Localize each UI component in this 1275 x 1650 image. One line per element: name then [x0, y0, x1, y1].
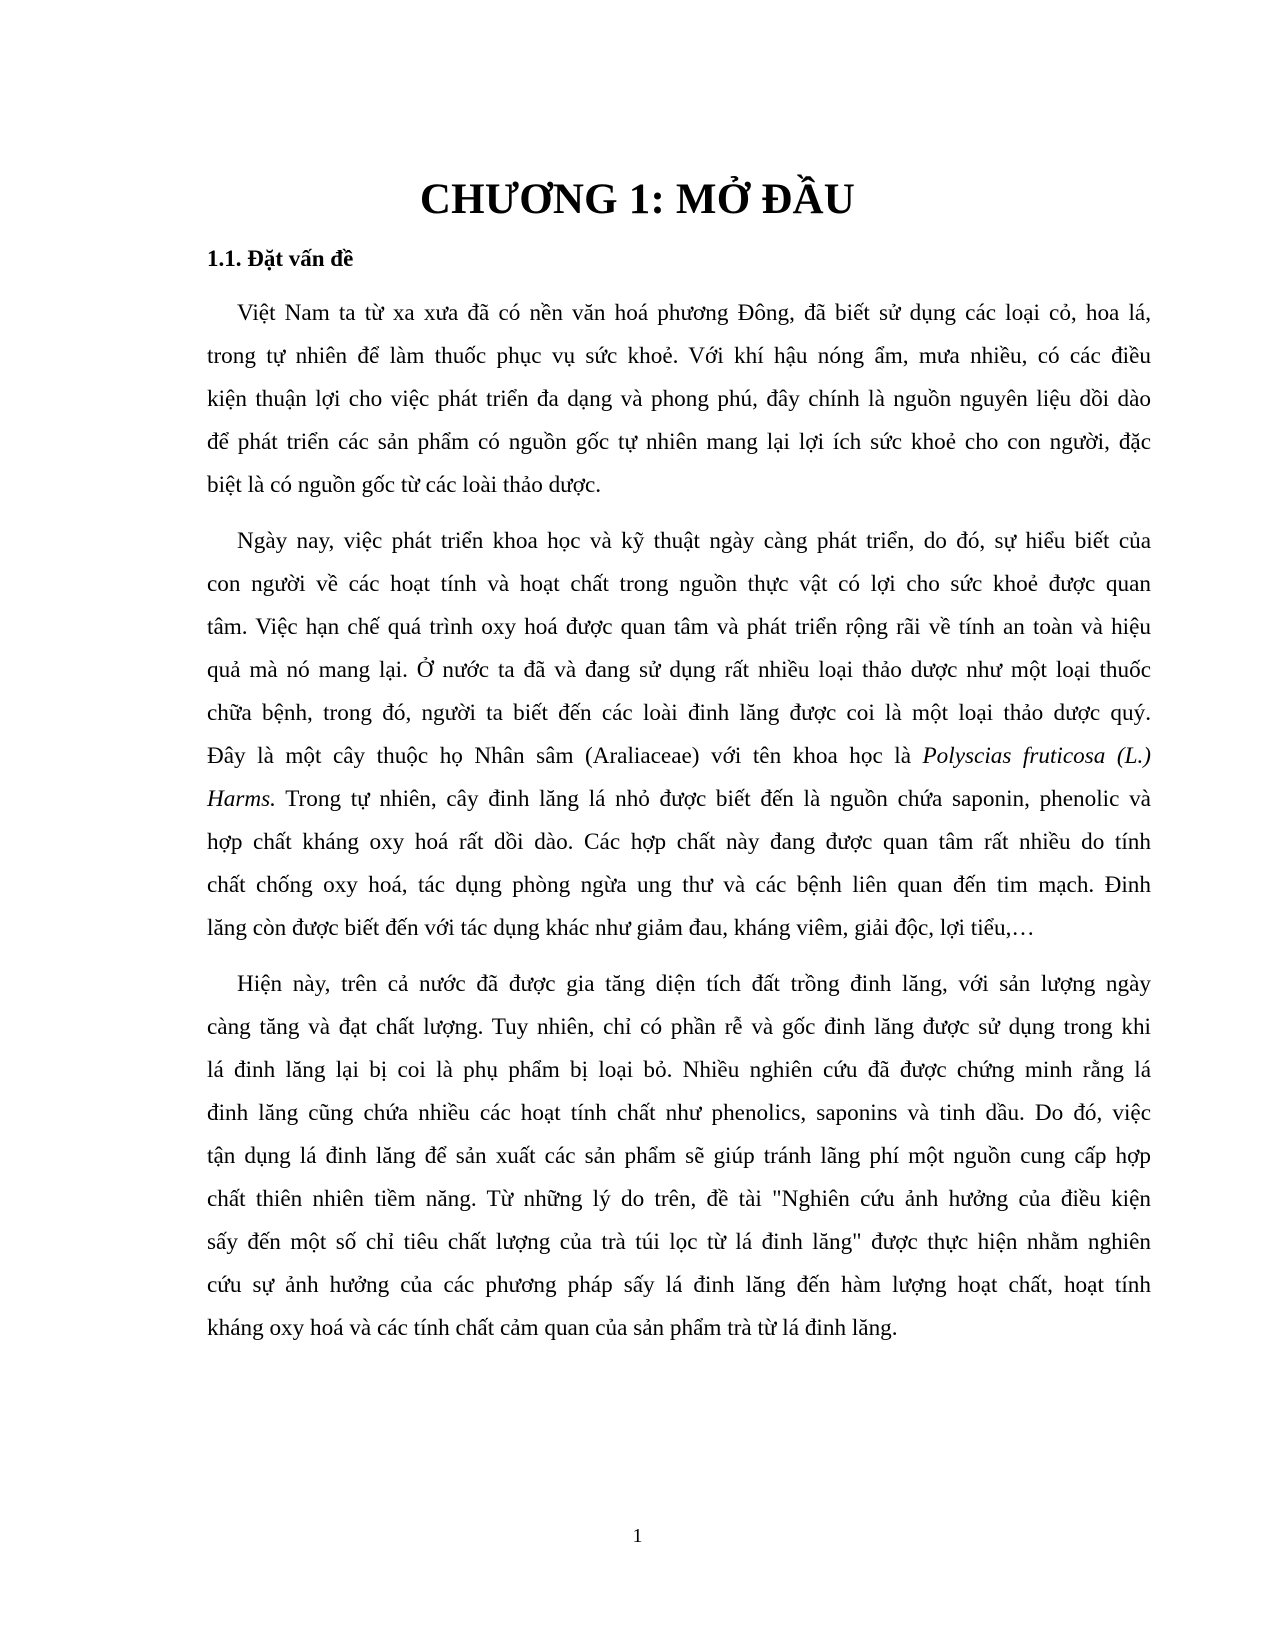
text-line: hợp chất kháng oxy hoá rất dồi dào. Các hợp chất này đang được quan tâm rất nhiều do tính: [207, 829, 1151, 855]
species-line-text: Đây là một cây thuộc họ Nhân sâm (Araliaceae) với tên khoa học là: [207, 743, 923, 769]
text-line: càng tăng và đạt chất lượng. Tuy nhiên, chỉ có phần rễ và gốc đinh lăng được sử dụng trong khi: [207, 1014, 1151, 1040]
section-heading: 1.1. Đặt vấn đề: [207, 246, 354, 271]
text-line: lá đinh lăng lại bị coi là phụ phẩm bị loại bỏ. Nhiều nghiên cứu đã được chứng minh rằng lá: [207, 1057, 1151, 1083]
text-line: chữa bệnh, trong đó, người ta biết đến các loài đinh lăng được coi là một loại thảo dược quý.: [207, 700, 1151, 726]
text-line: tâm. Việc hạn chế quá trình oxy hoá được quan tâm và phát triển rộng rãi về tính an toàn và hiệu: [207, 614, 1151, 640]
text-line: sấy đến một số chỉ tiêu chất lượng của trà túi lọc từ lá đinh lăng" được thực hiện nhằm nghiên: [207, 1229, 1151, 1255]
text-line-species: [207, 735, 1151, 778]
text-line: trong tự nhiên để làm thuốc phục vụ sức khoẻ. Với khí hậu nóng ẩm, mưa nhiều, có các điều: [207, 343, 1151, 369]
species-name-italic: Polyscias fruticosa (L.): [922, 743, 1151, 769]
text-line-author: [207, 778, 1151, 821]
text-line: Việt Nam ta từ xa xưa đã có nền văn hoá phương Đông, đã biết sử dụng các loại cỏ, hoa lá,: [237, 300, 1151, 326]
text-line: con người về các hoạt tính và hoạt chất trong nguồn thực vật có lợi cho sức khoẻ được quan: [207, 571, 1151, 597]
text-line: chất chống oxy hoá, tác dụng phòng ngừa ung thư và các bệnh liên quan đến tim mạch. Đinh: [207, 872, 1151, 898]
text-line: biệt là có nguồn gốc từ các loài thảo dược.: [207, 472, 602, 498]
paragraph-2: [207, 520, 1151, 950]
paragraph-3: [207, 963, 1151, 1350]
text-line: để phát triển các sản phẩm có nguồn gốc tự nhiên mang lại lợi ích sức khoẻ cho con người, đặc: [207, 429, 1151, 455]
text-line: quả mà nó mang lại. Ở nước ta đã và đang sử dụng rất nhiều loại thảo dược như một loại thuốc: [207, 657, 1151, 683]
text-line: lăng còn được biết đến với tác dụng khác như giảm đau, kháng viêm, giải độc, lợi tiểu,…: [207, 915, 1035, 941]
text-line: đinh lăng cũng chứa nhiều các hoạt tính chất như phenolics, saponins và tinh dầu. Do đó, việc: [207, 1100, 1151, 1126]
paragraph-1: [207, 292, 1151, 507]
species-author-italic: Harms.: [207, 786, 276, 812]
text-line: tận dụng lá đinh lăng để sản xuất các sản phẩm sẽ giúp tránh lãng phí một nguồn cung cấp hợp: [207, 1143, 1151, 1169]
author-line-text: Trong tự nhiên, cây đinh lăng lá nhỏ được biết đến là nguồn chứa saponin, phenolic và: [285, 786, 1151, 812]
chapter-title: CHƯƠNG 1: MỞ ĐẦU: [419, 176, 856, 223]
text-line: kiện thuận lợi cho việc phát triển đa dạng và phong phú, đây chính là nguồn nguyên liệu dồi dào: [207, 386, 1151, 412]
text-line: Ngày nay, việc phát triển khoa học và kỹ thuật ngày càng phát triển, do đó, sự hiểu biết của: [237, 528, 1151, 554]
text-line: chất thiên nhiên tiềm năng. Từ những lý do trên, đề tài "Nghiên cứu ảnh hưởng của điều kiện: [207, 1186, 1151, 1212]
text-line: cứu sự ảnh hưởng của các phương pháp sấy lá đinh lăng đến hàm lượng hoạt chất, hoạt tính: [207, 1272, 1151, 1298]
text-line: Hiện này, trên cả nước đã được gia tăng diện tích đất trồng đinh lăng, với sản lượng ngày: [237, 971, 1151, 997]
text-line: kháng oxy hoá và các tính chất cảm quan của sản phẩm trà từ lá đinh lăng.: [207, 1315, 898, 1341]
page-number: 1: [632, 1525, 643, 1547]
